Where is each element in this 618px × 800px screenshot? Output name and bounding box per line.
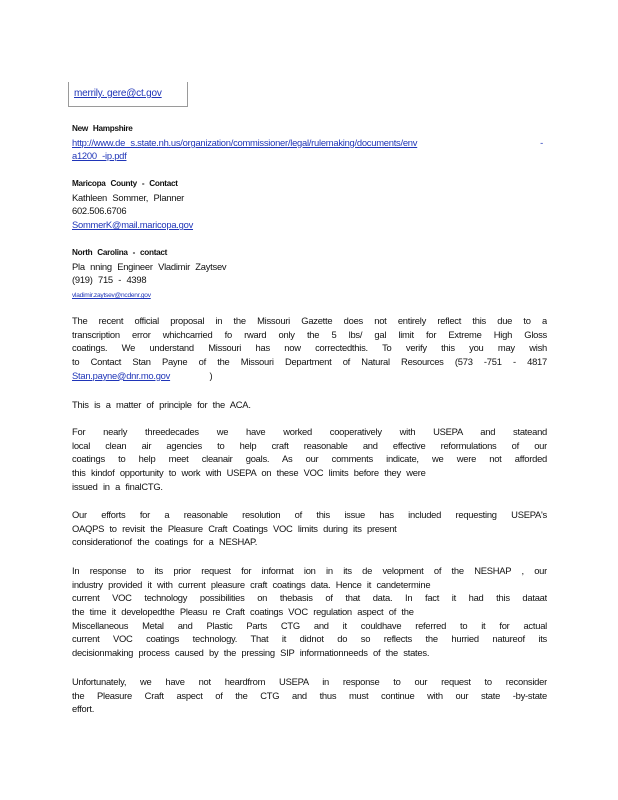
email-cell [68,82,188,107]
maricopa-contact-name: Kathleen Sommer, Planner [72,191,185,203]
missouri-email-link[interactable]: Stan.payne@dnr.mo.gov [72,369,171,381]
north-carolina-block [72,246,547,301]
new-hampshire-heading: New Hampshire [72,124,133,133]
maricopa-phone: 602.506.6706 [72,205,127,217]
maricopa-email-link[interactable]: SommerK@mail.maricopa.gov [72,219,194,231]
new-hampshire-block [72,122,547,163]
north-carolina-email-link[interactable]: vladimir.zaytsev@ncdenr.gov [72,292,151,300]
paragraph-unfortunately: Unfortunately, we have not heardfrom USEPA in response to our request to reconsider the Pleasure Craft aspect of the CTG and thus must continue with our state -by-state effort. [72,676,547,715]
maricopa-heading: Maricopa County - Contact [72,179,178,188]
new-hampshire-url-line[interactable] [72,136,547,150]
new-hampshire-url-end[interactable]: a1200 -ip.pdf [72,150,127,162]
paragraph-response: In response to its prior request for informat ion in its de velopment of the NESHAP , our industry provided it with current pleasure craft coatings data. Hence it candetermine current VOC technology possibilities on thebasis of that data. In fact it had this dataat the time it developedthe Pleasu re Craft coatings VOC regulation aspect of the Miscellaneous Metal and Plastic Parts CTG and it couldhave referred to it for actual current VOC coatings technology. That it didnot do so reflects the hurried natureof its decisionmaking process caused by the pressing SIP informationneeds of the states. [72,565,547,659]
north-carolina-phone: (919) 715 - 4398 [72,274,147,286]
new-hampshire-url[interactable]: http://www.de s.state.nh.us/organization/commissioner/legal/rulemaking/documents/env [72,136,418,148]
email-link-ct[interactable]: merrily. gere@ct.gov [74,88,162,99]
url-dash: - [540,136,543,148]
maricopa-block [72,177,547,232]
north-carolina-contact-name: Pla nning Engineer Vladimir Zaytsev [72,260,227,272]
paragraph-principle: This is a matter of principle for the ACA. [72,399,251,410]
north-carolina-heading: North Carolina - contact [72,248,168,257]
closing-paren: ) [209,369,213,381]
paragraph-efforts: Our efforts for a reasonable resolution of this issue has included requesting USEPA's OAQPS to revisit the Pleasure Craft Coatings VOC limits during its present considerationof the coatings for a NESHAP. [72,509,547,548]
paragraph-missouri: The recent official proposal in the Missouri Gazette does not entirely reflect this due to a transcription error whichcarried fo rward only the 5 lbs/ gal limit for Extreme High Gloss coatings. We understand Missouri has now correctedthis. To verify this you may wish to Contact Stan Payne of the Missouri Department of Natural Resources (573 -751 - 4817 Stan.payne@dnr.mo.gov ) [72,315,547,381]
paragraph-cooperation: For nearly threedecades we have worked cooperatively with USEPA and stateand local clean air agencies to help craft reasonable and effective reformulations of our coatings to help meet cleanair goals. As our comments indicate, we were not afforded this kindof opportunity to work with USEPA on these VOC limits before they were issued in a finalCTG. [72,426,547,492]
